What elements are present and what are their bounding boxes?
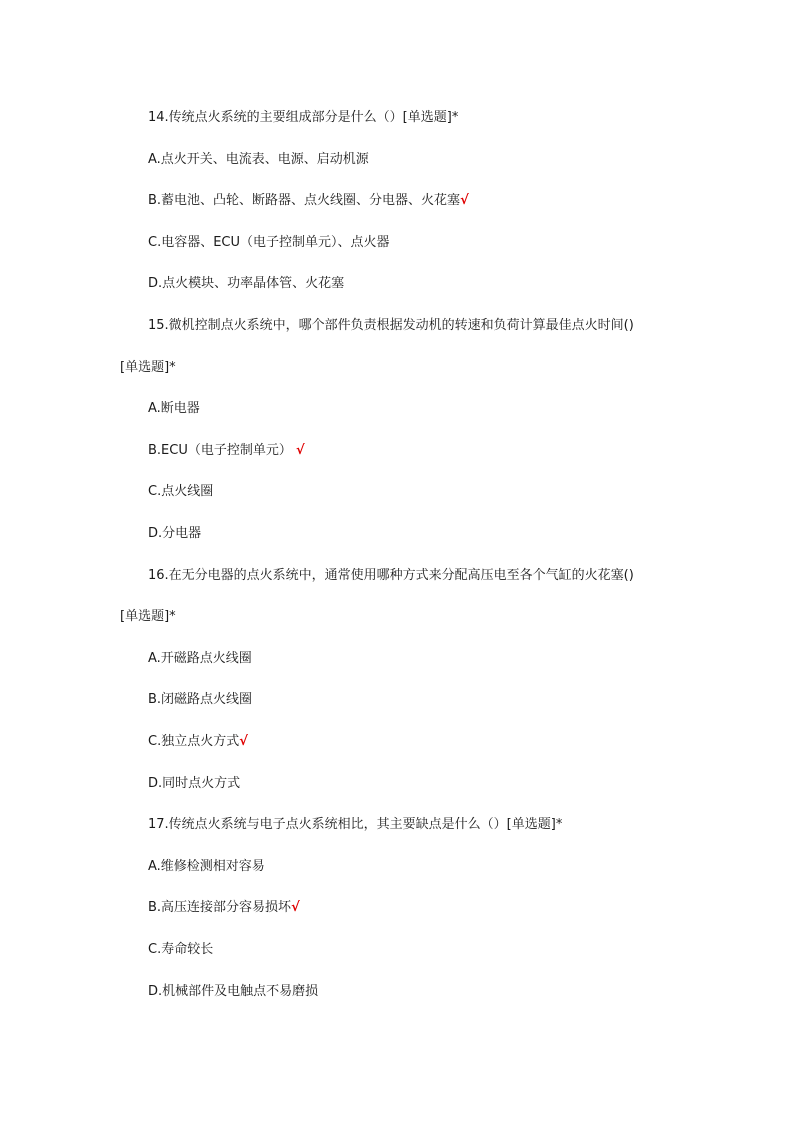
- question-16-option-b: B.闭磁路点火线圈: [148, 692, 253, 707]
- question-14-option-c: C.电容器、ECU（电子控制单元）、点火器: [148, 235, 390, 250]
- question-17-option-d: D.机械部件及电触点不易磨损: [148, 984, 319, 999]
- option-text: B.蓄电池、凸轮、断路器、点火线圈、分电器、火花塞: [148, 193, 461, 208]
- correct-answer-check: √: [239, 734, 248, 749]
- question-17-option-a: A.维修检测相对容易: [148, 859, 265, 874]
- option-text: C.独立点火方式: [148, 734, 240, 749]
- question-16-option-c: [148, 733, 248, 751]
- question-15-option-d: D.分电器: [148, 526, 202, 541]
- question-15-option-b: [148, 442, 305, 460]
- question-14-option-a: A.点火开关、电流表、电源、启动机源: [148, 152, 369, 167]
- question-16-option-d: D.同时点火方式: [148, 776, 241, 791]
- correct-answer-check: √: [291, 900, 300, 915]
- option-text: B.ECU（电子控制单元）: [148, 443, 292, 458]
- question-15-option-c: C.点火线圈: [148, 484, 214, 499]
- question-15-stem-line2: [单选题]*: [120, 360, 176, 375]
- question-15-option-a: A.断电器: [148, 401, 200, 416]
- question-15-stem-line1: 15.微机控制点火系统中，哪个部件负责根据发动机的转速和负荷计算最佳点火时间(): [148, 318, 634, 333]
- question-16-stem-line2: [单选题]*: [120, 609, 176, 624]
- question-14-option-b: [148, 192, 469, 210]
- question-17-stem: 17.传统点火系统与电子点火系统相比，其主要缺点是什么（）[单选题]*: [148, 817, 563, 832]
- question-14-stem: 14.传统点火系统的主要组成部分是什么（）[单选题]*: [148, 110, 459, 125]
- question-17-option-c: C.寿命较长: [148, 942, 214, 957]
- question-16-stem-line1: 16.在无分电器的点火系统中，通常使用哪种方式来分配高压电至各个气缸的火花塞(): [148, 568, 634, 583]
- option-text: B.高压连接部分容易损坏: [148, 900, 292, 915]
- question-17-option-b: [148, 899, 300, 917]
- question-14-option-d: D.点火模块、功率晶体管、火花塞: [148, 276, 345, 291]
- correct-answer-check: √: [296, 443, 305, 458]
- question-16-option-a: A.开磁路点火线圈: [148, 651, 252, 666]
- correct-answer-check: √: [460, 193, 469, 208]
